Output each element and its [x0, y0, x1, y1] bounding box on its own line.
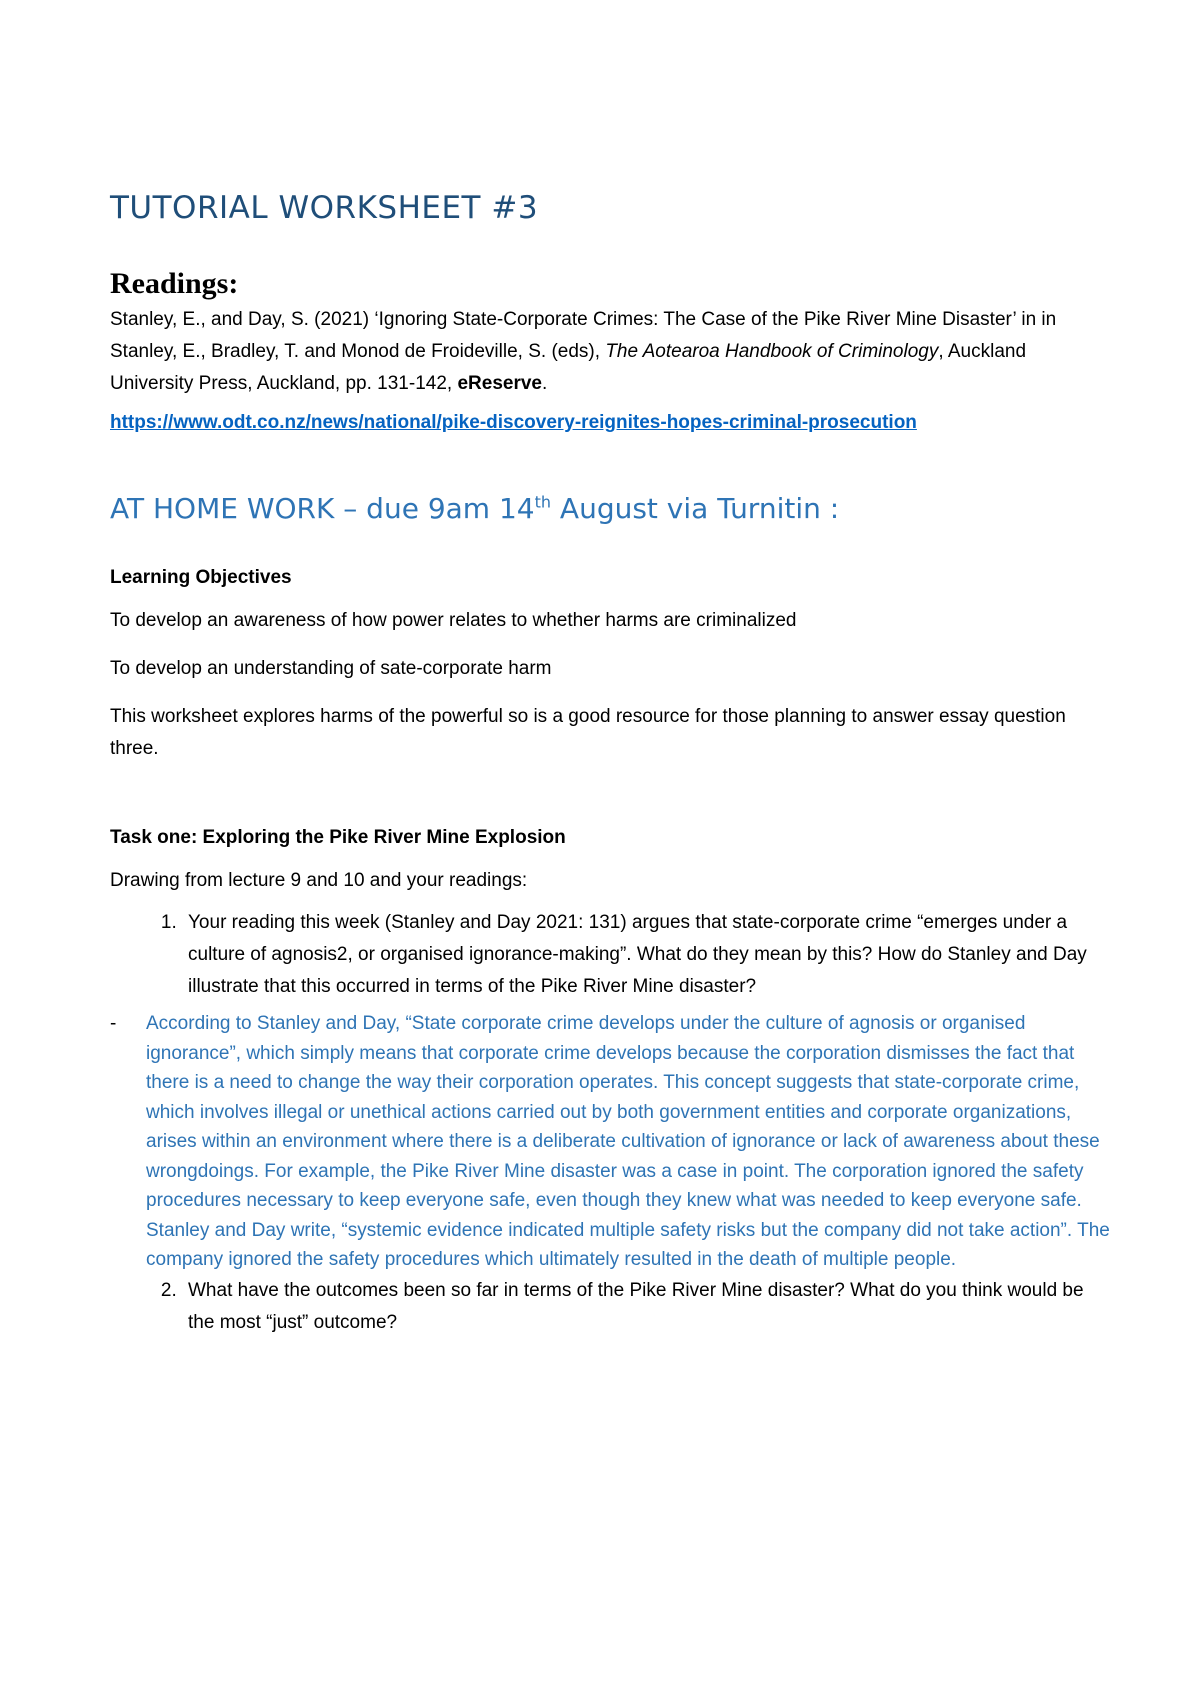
task-one-intro: Drawing from lecture 9 and 10 and your readings:	[110, 870, 528, 892]
answer-1-text: According to Stanley and Day, “State corporate crime develops under the culture of agnosis or organised ignorance”, which simply means that corporate crime develops because the corporation dismisses the fact that there is a need to change the way their corporation operates. This concept suggests that state-corporate crime, which involves illegal or unethical actions carried out by both government entities and corporate organizations, arises within an environment where there is a deliberate cultivation of ignorance or lack of awareness about these wrongdoings. For example, the Pike River Mine disaster was a case in point. The corporation ignored the safety procedures necessary to keep everyone safe, even though they knew what was needed to keep everyone safe. Stanley and Day write, “systemic evidence indicated multiple safety risks but the company did not take action”. The company ignored the safety procedures which ultimately resulted in the death of multiple people.	[146, 1013, 1110, 1271]
question-list-continued	[110, 1275, 1110, 1339]
task-one-heading: Task one: Exploring the Pike River Mine Explosion	[110, 827, 566, 849]
reading-citation	[110, 304, 1110, 400]
answer-1[interactable]	[110, 1009, 1110, 1275]
question-list	[110, 907, 1110, 1003]
objective-item: To develop an understanding of sate-corporate harm	[110, 658, 552, 680]
question-1: 1. Your reading this week (Stanley and Day 2021: 131) argues that state-corporate crime “emerges under a culture of agnosis2, or organised ignorance-making”. What do they mean by this? How do Stanley and Day illustrate that this occurred in terms of the Pike River Mine disaster?	[182, 907, 1110, 1003]
learning-objectives-heading: Learning Objectives	[110, 567, 292, 589]
answer-bullet: -	[110, 1013, 117, 1035]
homework-heading	[110, 492, 1110, 526]
question-2: 2. What have the outcomes been so far in terms of the Pike River Mine disaster? What do you think would be the most “just” outcome?	[182, 1275, 1110, 1339]
objective-item: This worksheet explores harms of the powerful so is a good resource for those planning to answer essay question three.	[110, 706, 1066, 760]
worksheet-page	[110, 180, 1110, 1339]
citation-publisher: , Auckland University Press, Auckland, pp. 131-142,	[110, 340, 1027, 394]
homework-heading-ordinal: th	[534, 492, 552, 512]
readings-heading: Readings:	[110, 267, 239, 301]
page-title: TUTORIAL WORKSHEET #3	[110, 190, 539, 226]
citation-ereserve: eReserve	[457, 372, 542, 394]
citation-text: Stanley, E., and Day, S. (2021) ‘Ignoring State-Corporate Crimes: The Case of the Pike River Mine Disaster’ in in Stanley, E., Bradley, T. and Monod de Froideville, S. (eds),	[110, 308, 1057, 362]
citation-book-title: The Aotearoa Handbook of Criminology	[605, 340, 939, 362]
citation-end: .	[542, 372, 548, 394]
reading-link[interactable]: https://www.odt.co.nz/news/national/pike-discovery-reignites-hopes-criminal-prosecution	[110, 411, 917, 433]
homework-heading-text: AT HOME WORK – due 9am 14	[110, 491, 535, 525]
homework-heading-rest: August via Turnitin :	[551, 491, 840, 525]
objective-item: To develop an awareness of how power relates to whether harms are criminalized	[110, 610, 797, 632]
